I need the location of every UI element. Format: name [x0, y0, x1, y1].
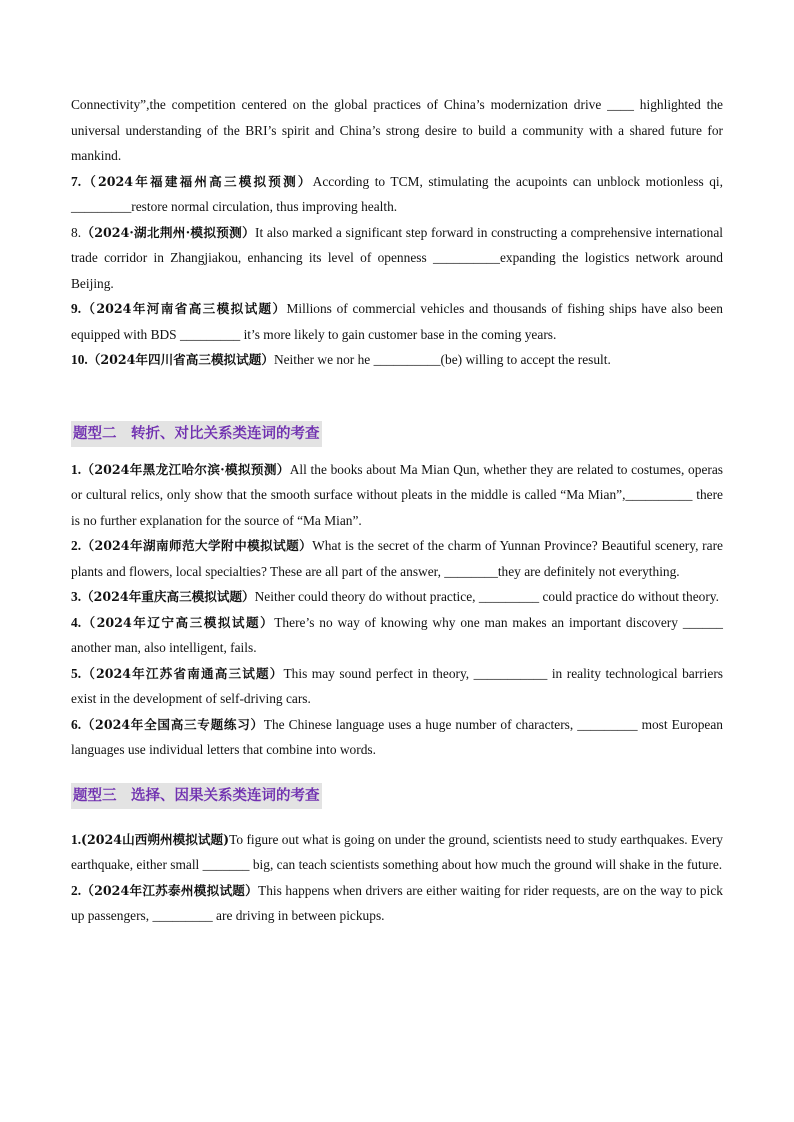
question-number: 6. [71, 716, 82, 732]
section-heading-3: 题型三 选择、因果关系类连词的考查 [71, 783, 322, 809]
question-number: 4. [71, 614, 82, 630]
question-number: 10. [71, 352, 88, 367]
section3-question-2 [71, 878, 723, 929]
question-source: （2024年辽宁高三模拟试题） [81, 614, 275, 630]
question-text: Neither could theory do without practice, _________ could practice do without theory. [254, 589, 719, 604]
question-source: （2024年河南省高三模拟试题） [81, 301, 287, 316]
question-text: This happens when drivers are either waiting for rider requests, are on the way to pick up passengers, _________ are driving in between pickups. [71, 882, 723, 923]
question-number: 1. [71, 461, 82, 477]
question-number: 1. [71, 831, 82, 847]
question-text: This may sound perfect in theory, ___________ in reality technological barriers exist in the development of self-driving cars. [71, 665, 723, 706]
question-source: （2024年重庆高三模拟试题） [81, 589, 255, 604]
question-source: （2024年江苏省南通高三试题） [81, 665, 284, 681]
question-9 [71, 296, 723, 347]
question-text: According to TCM, stimulating the acupoints can unblock motionless qi, _________restore normal circulation, thus improving health. [71, 173, 723, 214]
section2-question-5 [71, 661, 723, 712]
continued-paragraph [71, 92, 723, 169]
section2-question-1 [71, 457, 723, 534]
question-text: What is the secret of the charm of Yunnan Province? Beautiful scenery, rare plants and flowers, local specialties? These are all part of the answer, ________they are definitely not everything. [71, 538, 723, 579]
question-text: All the books about Ma Mian Qun, whether they are related to costumes, operas or cultural relics, only show that the smooth surface without pleats in the middle is called “Ma Mian”,__________ there is no further explanation for the source of “Ma Mian”. [71, 461, 724, 528]
question-number: 7. [71, 173, 82, 189]
section3-question-1 [71, 827, 723, 878]
document-page [71, 92, 723, 929]
question-number: 2. [71, 882, 82, 898]
section2-question-6 [71, 712, 723, 763]
section2-question-4 [71, 610, 723, 661]
question-source: （2024·湖北荆州·模拟预测） [81, 224, 256, 240]
question-source: (2024山西朔州模拟试题) [81, 831, 230, 847]
question-text: There’s no way of knowing why one man makes an important discovery ______ another man, also intelligent, fails. [71, 614, 723, 655]
question-source: （2024年四川省高三模拟试题） [87, 352, 274, 367]
question-text: Neither we nor he __________(be) willing to accept the result. [273, 352, 611, 367]
question-8 [71, 220, 723, 297]
continued-line-1: Connectivity”,the competition centered on the global practices of China’s modernization drive ____ [71, 97, 634, 112]
question-number: 3. [71, 589, 82, 604]
question-source: （2024年黑龙江哈尔滨·模拟预测） [81, 461, 290, 477]
continued-line-2: highlighted the universal understanding of the BRI’s spirit and China’s strong desire to build a community with a [71, 97, 723, 138]
question-number: 8. [71, 224, 82, 240]
question-source: （2024年湖南师范大学附中模拟试题） [81, 538, 313, 553]
question-text: Millions of commercial vehicles and thousands of fishing ships have also been equipped with BDS _________ it’s more likely to gain customer base in the coming years. [71, 301, 723, 342]
question-number: 9. [71, 301, 82, 316]
question-10 [71, 347, 723, 373]
section2-question-3 [71, 584, 723, 610]
question-source: （2024年福建福州高三模拟预测） [81, 173, 313, 189]
continued-line-3: shared future for mankind. [71, 122, 723, 163]
question-number: 5. [71, 665, 82, 681]
section-heading-2: 题型二 转折、对比关系类连词的考查 [71, 421, 322, 447]
section2-question-2 [71, 533, 723, 584]
question-source: （2024年全国高三专题练习） [81, 716, 264, 732]
question-text: The Chinese language uses a huge number of characters, _________ most European languages use individual letters that combine into words. [71, 716, 723, 757]
question-7 [71, 169, 723, 220]
question-number: 2. [71, 538, 82, 553]
question-source: （2024年江苏泰州模拟试题） [81, 882, 259, 898]
question-text: To figure out what is going on under the ground, scientists need to study earthquakes. Every earthquake, either small _______ big, can teach scientists something about how much the ground will shake in the future. [71, 831, 724, 872]
question-text: It also marked a significant step forward in constructing a comprehensive international trade corridor in Zhangjiakou, enhancing its level of openness __________expanding the logistics network around Beijing. [71, 224, 723, 291]
